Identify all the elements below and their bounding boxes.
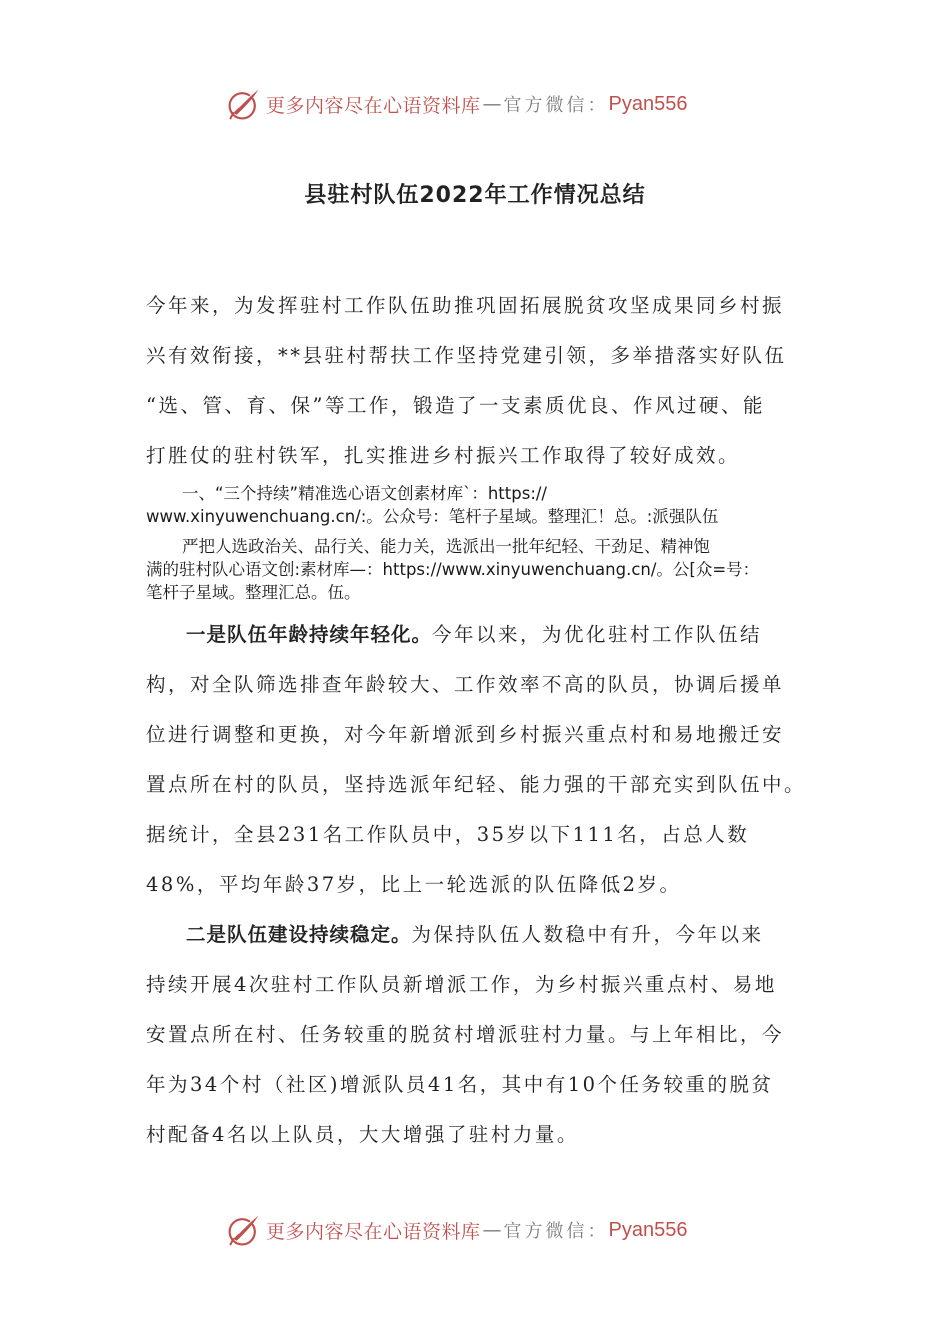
banner-dash: — <box>482 93 502 115</box>
point1-line: 构，对全队筛选排查年龄较大、工作效率不高的队员，协调后援单 <box>146 673 785 696</box>
point1-first-line-rest: 今年以来，为优化驻村工作队伍结 <box>432 623 763 646</box>
section1-heading <box>146 482 811 528</box>
section1-heading-line: www.xinyuwenchuang.cn/:。公众号：笔杆子星域。整理汇！总。:派强队伍 <box>146 507 719 526</box>
footer-banner <box>226 1210 746 1250</box>
banner-wechat-label: 官方微信： <box>503 95 609 116</box>
intro-line: 打胜仗的驻村铁军，扎实推进乡村振兴工作取得了较好成效。 <box>146 444 741 467</box>
point1-line: 位进行调整和更换，对今年新增派到乡村振兴重点村和易地搬迁安 <box>146 723 785 746</box>
point1-first-line <box>146 610 806 660</box>
intro-line: 今年来，为发挥驻村工作队伍助推巩固拓展脱贫攻坚成果同乡村振 <box>146 294 785 317</box>
banner-wechat-id: Pyan556 <box>608 1218 688 1241</box>
header-banner <box>226 84 746 124</box>
intro-line: “选、管、育、保”等工作，锻造了一支素质优良、作风过硬、能 <box>146 394 765 417</box>
banner-wechat-label: 官方微信： <box>503 1221 609 1242</box>
section1-heading-line: 一、“三个持续”精准选心语文创素材库`：https:// <box>182 484 547 503</box>
point1-line: 置点所在村的队员，坚持选派年纪轻、能力强的干部充实到队伍中。 <box>146 773 807 796</box>
point2-heading: 二是队伍建设持续稳定。 <box>186 923 412 946</box>
point2-line: 村配备4名以上队员，大大增强了驻村力量。 <box>146 1123 579 1146</box>
point1-line: 据统计，全县231名工作队员中，35岁以下111名，占总人数 <box>146 823 750 846</box>
point1-line: 48%，平均年龄37岁，比上一轮选派的队伍降低2岁。 <box>146 873 682 896</box>
section1-body-line: 笔杆子星域。整理汇总。伍。 <box>146 583 361 602</box>
banner-text: 更多内容尽在心语资料库 <box>266 94 481 117</box>
point2-line: 安置点所在村、任务较重的脱贫村增派驻村力量。与上年相比，今 <box>146 1023 785 1046</box>
point2-paragraph <box>146 910 806 1160</box>
point1-heading: 一是队伍年龄持续年轻化。 <box>186 623 433 646</box>
quill-pen-icon <box>226 86 262 122</box>
section1-body-line: 严把人选政治关、品行关、能力关，选派出一批年纪轻、干劲足、精神饱 <box>182 537 710 556</box>
section1-body <box>146 535 811 604</box>
point2-line: 持续开展4次驻村工作队员新增派工作，为乡村振兴重点村、易地 <box>146 973 777 996</box>
banner-text: 更多内容尽在心语资料库 <box>266 1220 481 1243</box>
point1-paragraph <box>146 610 806 910</box>
intro-paragraph <box>146 281 806 481</box>
banner-wechat-id: Pyan556 <box>608 92 688 115</box>
point2-first-line-rest: 为保持队伍人数稳中有升，今年以来 <box>411 923 764 946</box>
intro-line: 兴有效衔接，**县驻村帮扶工作坚持党建引领，多举措落实好队伍 <box>146 344 787 367</box>
section1-body-line: 满的驻村队心语文创:素材库—：https://www.xinyuwenchuang.cn/。公[众=号： <box>146 560 760 579</box>
banner-dash: — <box>482 1219 502 1241</box>
quill-pen-icon <box>226 1212 262 1248</box>
point2-first-line <box>146 910 806 960</box>
document-title: 县驻村队伍2022年工作情况总结 <box>304 183 646 208</box>
point2-line: 年为34个村（社区)增派队员41名，其中有10个任务较重的脱贫 <box>146 1073 774 1096</box>
